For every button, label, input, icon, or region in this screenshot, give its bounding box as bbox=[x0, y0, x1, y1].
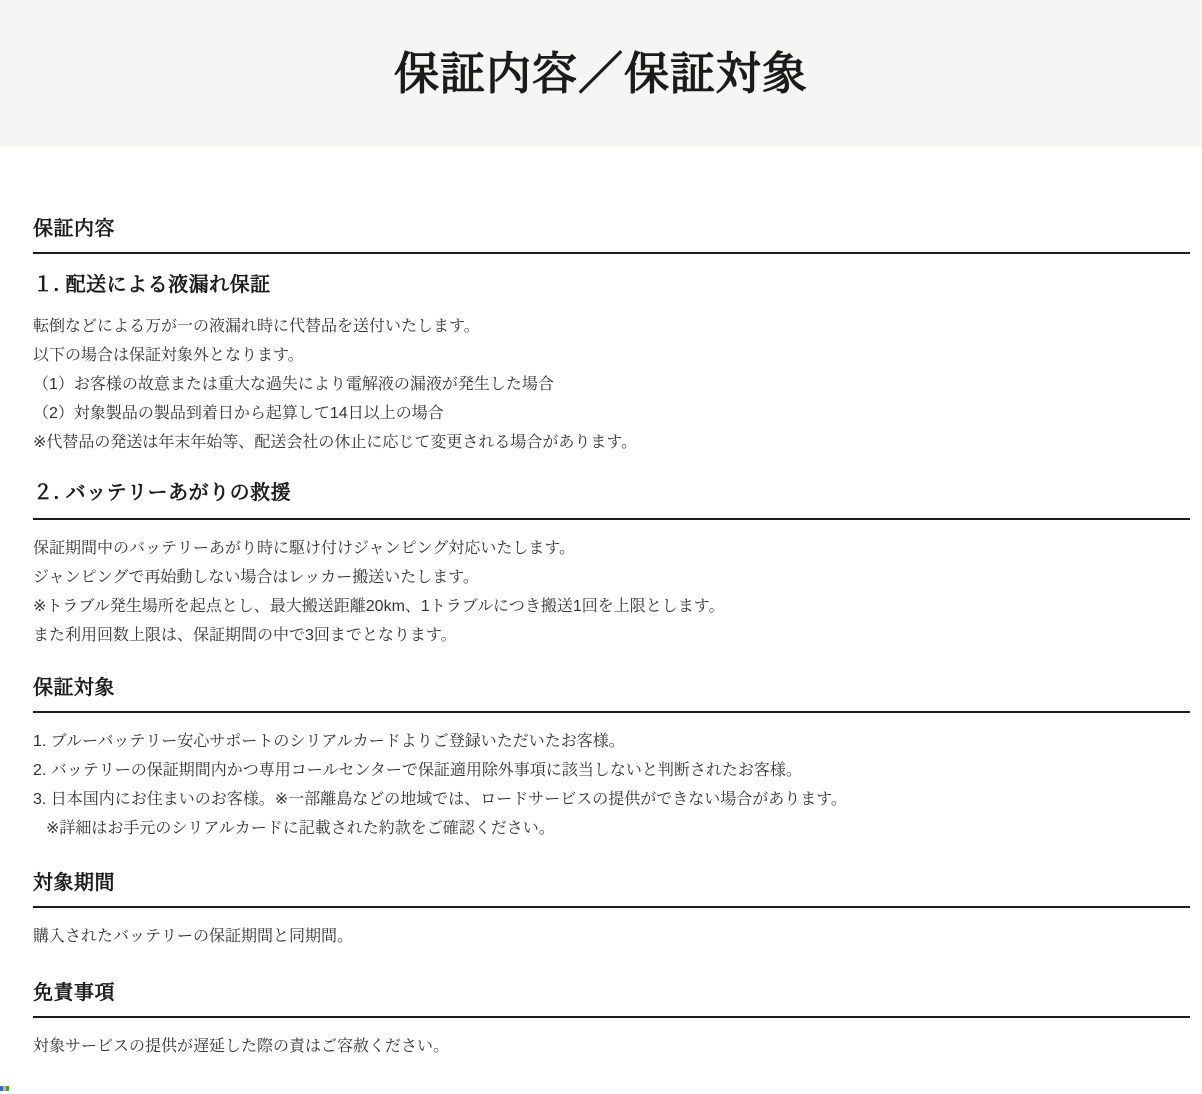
paragraph-block-leak-warranty bbox=[33, 312, 1190, 457]
section-heading-disclaimer: 免責事項 bbox=[33, 981, 1190, 1018]
page-header-band bbox=[0, 0, 1202, 147]
text-line: （2）対象製品の製品到着日から起算して14日以上の場合 bbox=[33, 405, 444, 422]
content-area bbox=[0, 217, 1202, 1061]
list-item: 1. ブルーバッテリー安心サポートのシリアルカードよりご登録いただいたお客様。 bbox=[33, 733, 625, 750]
note-line: ※詳細はお手元のシリアルカードに記載された約款をご確認ください。 bbox=[46, 820, 555, 837]
paragraph-block-jumpstart-rescue bbox=[33, 534, 1190, 650]
paragraph-block-target-period bbox=[33, 922, 1190, 951]
section-heading-target-period: 対象期間 bbox=[33, 871, 1190, 908]
text-line: 対象サービスの提供が遅延した際の責はご容赦ください。 bbox=[33, 1038, 450, 1055]
text-line: 購入されたバッテリーの保証期間と同期間。 bbox=[33, 928, 354, 945]
text-line: また利用回数上限は、保証期間の中で3回までとなります。 bbox=[33, 627, 457, 644]
list-item: 2. バッテリーの保証期間内かつ専用コールセンターで保証適用除外事項に該当しないと判断されたお客様。 bbox=[33, 762, 802, 779]
text-line: 以下の場合は保証対象外となります。 bbox=[33, 347, 304, 364]
text-line: ※トラブル発生場所を起点とし、最大搬送距離20km、1トラブルにつき搬送1回を上限とします。 bbox=[33, 598, 725, 615]
paragraph-block-warranty-target bbox=[33, 727, 1190, 843]
paragraph-block-disclaimer bbox=[33, 1032, 1190, 1061]
subsection-heading-jumpstart-rescue: ２. バッテリーあがりの救援 bbox=[33, 481, 1190, 520]
cropped-image-artifact bbox=[0, 1086, 9, 1091]
subsection-heading-leak-warranty: １. 配送による液漏れ保証 bbox=[33, 274, 271, 296]
text-line: ※代替品の発送は年末年始等、配送会社の休止に応じて変更される場合があります。 bbox=[33, 434, 638, 451]
page-title: 保証内容／保証対象 bbox=[393, 48, 808, 99]
list-item: 3. 日本国内にお住まいのお客様。※一部離島などの地域では、ロードサービスの提供ができない場合があります。 bbox=[33, 791, 847, 808]
section-heading-warranty-target: 保証対象 bbox=[33, 676, 1190, 713]
text-line: （1）お客様の故意または重大な過失により電解液の漏液が発生した場合 bbox=[33, 376, 554, 393]
text-line: 転倒などによる万が一の液漏れ時に代替品を送付いたします。 bbox=[33, 318, 480, 335]
section-heading-warranty-content: 保証内容 bbox=[33, 217, 1190, 254]
text-line: ジャンピングで再始動しない場合はレッカー搬送いたします。 bbox=[33, 569, 479, 586]
text-line: 保証期間中のバッテリーあがり時に駆け付けジャンピング対応いたします。 bbox=[33, 540, 576, 557]
